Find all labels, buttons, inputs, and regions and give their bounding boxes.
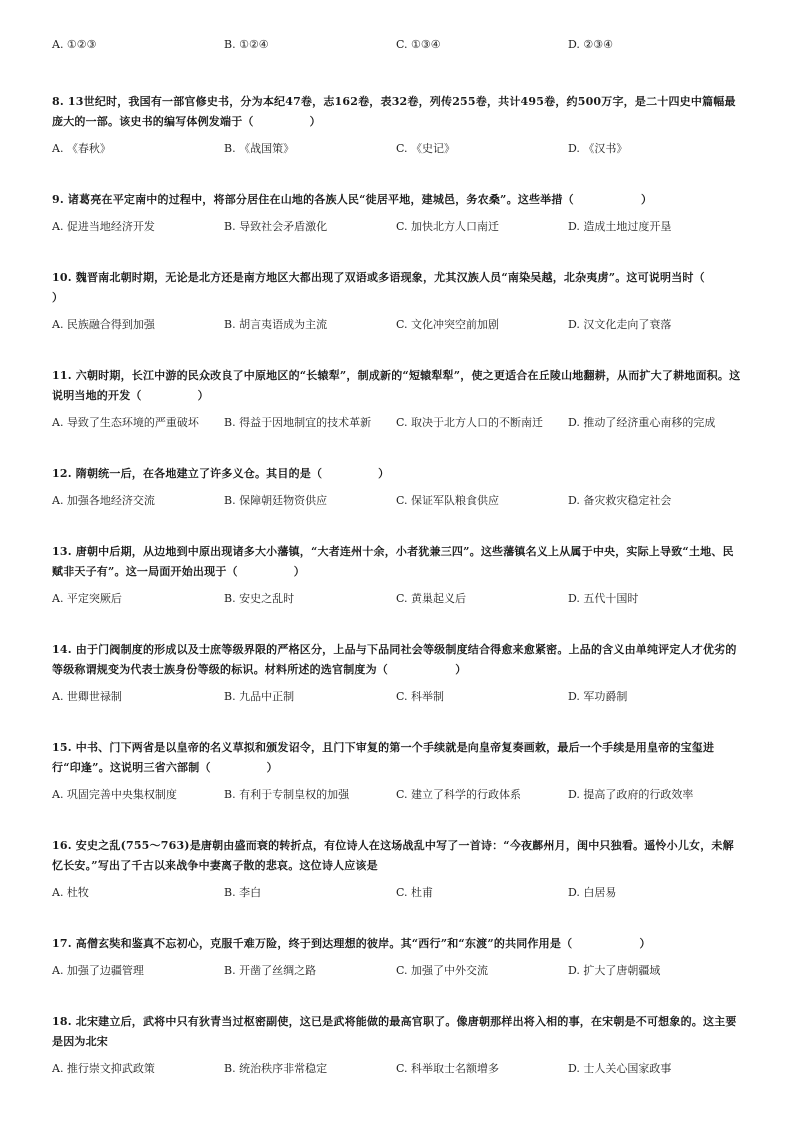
question-18: [52, 1012, 742, 1078]
option-d[interactable]: D. 扩大了唐朝疆域: [568, 964, 661, 977]
option-row: [52, 140, 742, 158]
question-7-options-block: [52, 36, 742, 54]
option-row: [52, 36, 742, 54]
option-row: [52, 688, 742, 706]
option-a[interactable]: A. 民族融合得到加强: [52, 318, 155, 331]
question-16-stem: 16. 安史之乱(755～763)是唐朝由盛而衰的转折点，有位诗人在这场战乱中写了一首诗：“今夜鄜州月，闺中只独看。遥怜小儿女，未解忆长安。”写出了千古以来战争中妻离子散的悲哀。这位诗人应该是: [52, 839, 734, 872]
question-10: [52, 268, 773, 334]
option-d[interactable]: D. 五代十国时: [568, 592, 639, 605]
option-a[interactable]: A. 世卿世禄制: [52, 690, 122, 703]
option-b[interactable]: B. 统治秩序非常稳定: [224, 1062, 328, 1075]
option-row: [52, 316, 742, 334]
option-b[interactable]: B. 导致社会矛盾激化: [224, 220, 328, 233]
option-row: [52, 884, 742, 902]
option-c[interactable]: C. 加快北方人口南迁: [396, 220, 500, 233]
option-b[interactable]: B. 胡言夷语成为主流: [224, 318, 328, 331]
option-a[interactable]: A. ①②③: [52, 38, 97, 51]
question-17-stem: 17. 高僧玄奘和鉴真不忘初心，克服千难万险，终于到达理想的彼岸。其“西行”和“东渡”的共同作用是（ ）: [52, 937, 651, 950]
question-10-stem: 10. 魏晋南北朝时期，无论是北方还是南方地区大都出现了双语或多语现象，尤其汉族人员“南染吴越，北杂夷虏”。这可说明当时（ ）: [52, 271, 773, 304]
option-c[interactable]: C. 取决于北方人口的不断南迁: [396, 416, 544, 429]
option-a[interactable]: A. 杜牧: [52, 886, 89, 899]
option-row: [52, 218, 742, 236]
option-b[interactable]: B. 安史之乱时: [224, 592, 295, 605]
option-row: [52, 1060, 742, 1078]
option-c[interactable]: C. ①③④: [396, 38, 441, 51]
option-a[interactable]: A. 加强各地经济交流: [52, 494, 155, 507]
option-b[interactable]: B. 开凿了丝绸之路: [224, 964, 317, 977]
option-d[interactable]: D. ②③④: [568, 38, 614, 51]
option-c[interactable]: C. 科举取士名额增多: [396, 1062, 500, 1075]
option-row: [52, 590, 742, 608]
question-9-stem: 9. 诸葛亮在平定南中的过程中，将部分居住在山地的各族人民“徙居平地，建城邑，务农桑”。这些举措（ ）: [52, 193, 653, 206]
question-11-stem: 11. 六朝时期，长江中游的民众改良了中原地区的“长辕犁”，制成新的“短辕犁犁”，使之更适合在丘陵山地翻耕，从而扩大了耕地面积。这说明当地的开发（ ）: [52, 369, 741, 402]
question-12-stem: 12. 隋朝统一后，在各地建立了许多义仓。其目的是（ ）: [52, 467, 390, 480]
option-c[interactable]: C. 黄巢起义后: [396, 592, 467, 605]
option-d[interactable]: D. 白居易: [568, 886, 617, 899]
option-row: [52, 786, 742, 804]
option-b[interactable]: B. ①②④: [224, 38, 269, 51]
question-15: [52, 738, 742, 804]
option-c[interactable]: C. 保证军队粮食供应: [396, 494, 500, 507]
option-d[interactable]: D. 造成土地过度开垦: [568, 220, 672, 233]
option-row: [52, 492, 742, 510]
option-c[interactable]: C. 文化冲突空前加剧: [396, 318, 500, 331]
option-c[interactable]: C. 《史记》: [396, 142, 456, 155]
option-row: [52, 414, 742, 432]
question-9: [52, 190, 742, 236]
option-b[interactable]: B. 《战国策》: [224, 142, 295, 155]
question-15-stem: 15. 中书、门下两省是以皇帝的名义草拟和颁发诏令，且门下审复的第一个手续就是向皇帝复奏画敕，最后一个手续是用皇帝的宝玺进行“印逢”。这说明三省六部制（ ）: [52, 741, 715, 774]
option-a[interactable]: A. 导致了生态环境的严重破坏: [52, 416, 199, 429]
option-a[interactable]: A. 推行崇文抑武政策: [52, 1062, 155, 1075]
option-b[interactable]: B. 保障朝廷物资供应: [224, 494, 328, 507]
question-8: [52, 92, 742, 158]
question-13-stem: 13. 唐朝中后期，从边地到中原出现诸多大小藩镇，“大者连州十余，小者犹兼三四”。这些藩镇名义上从属于中央，实际上导致“土地、民赋非天子有”。这一局面开始出现于（ ）: [52, 545, 734, 578]
question-12: [52, 464, 742, 510]
option-c[interactable]: C. 科举制: [396, 690, 445, 703]
option-b[interactable]: B. 有利于专制皇权的加强: [224, 788, 350, 801]
question-13: [52, 542, 742, 608]
option-b[interactable]: B. 九品中正制: [224, 690, 295, 703]
option-d[interactable]: D. 备灾救灾稳定社会: [568, 494, 672, 507]
option-a[interactable]: A. 促进当地经济开发: [52, 220, 155, 233]
question-18-stem: 18. 北宋建立后，武将中只有狄青当过枢密副使，这已是武将能做的最高官职了。像唐朝那样出将入相的事，在宋朝是不可想象的。这主要是因为北宋: [52, 1015, 737, 1048]
option-a[interactable]: A. 加强了边疆管理: [52, 964, 144, 977]
question-14-stem: 14. 由于门阀制度的形成以及士庶等级界限的严格区分，上品与下品同社会等级制度结合得愈来愈紧密。上品的含义由单纯评定人才优劣的等级称谓规变为代表士族身份等级的标识。材料所述的选官制度为（ ）: [52, 643, 737, 676]
option-a[interactable]: A. 巩固完善中央集权制度: [52, 788, 177, 801]
question-14: [52, 640, 742, 706]
option-a[interactable]: A. 平定突厥后: [52, 592, 122, 605]
option-d[interactable]: D. 汉文化走向了衰落: [568, 318, 672, 331]
option-b[interactable]: B. 得益于因地制宜的技术革新: [224, 416, 372, 429]
option-d[interactable]: D. 士人关心国家政事: [568, 1062, 672, 1075]
option-d[interactable]: D. 军功爵制: [568, 690, 628, 703]
option-c[interactable]: C. 建立了科学的行政体系: [396, 788, 522, 801]
option-b[interactable]: B. 李白: [224, 886, 262, 899]
option-c[interactable]: C. 杜甫: [396, 886, 434, 899]
question-8-stem: 8. 13世纪时，我国有一部官修史书，分为本纪47卷，志162卷，表32卷，列传255卷，共计495卷，约500万字，是二十四史中篇幅最庞大的一部。该史书的编写体例发端于（ ）: [52, 95, 736, 128]
question-11: [52, 366, 742, 432]
question-16: [52, 836, 742, 902]
question-17: [52, 934, 742, 980]
option-d[interactable]: D. 《汉书》: [568, 142, 628, 155]
option-row: [52, 962, 742, 980]
option-a[interactable]: A. 《春秋》: [52, 142, 111, 155]
option-d[interactable]: D. 提高了政府的行政效率: [568, 788, 694, 801]
option-d[interactable]: D. 推动了经济重心南移的完成: [568, 416, 716, 429]
option-c[interactable]: C. 加强了中外交流: [396, 964, 489, 977]
